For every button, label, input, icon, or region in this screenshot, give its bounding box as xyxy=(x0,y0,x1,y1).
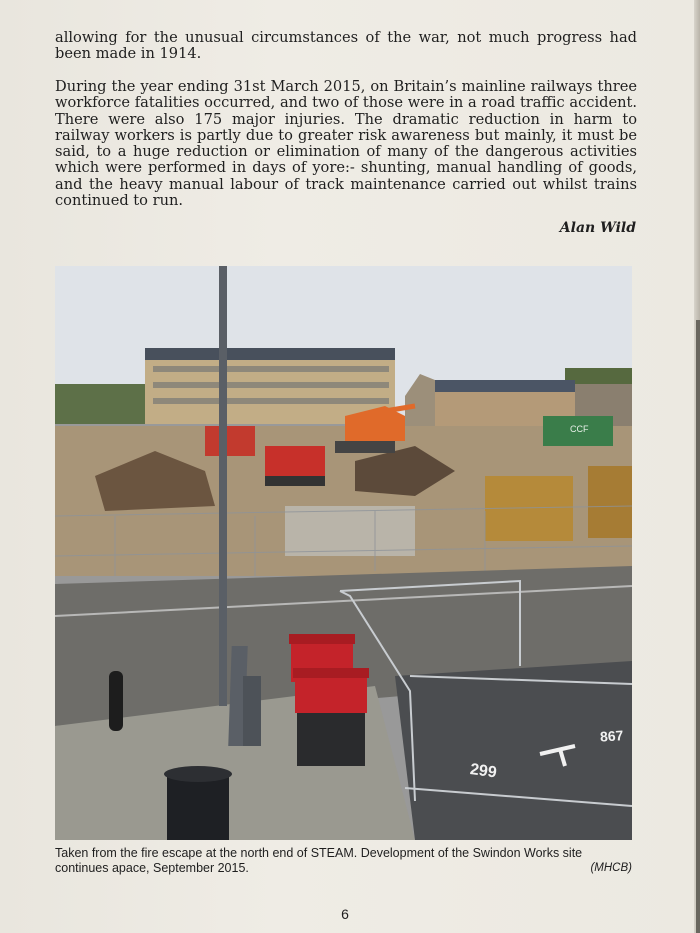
page-edge-shadow xyxy=(696,320,700,933)
car-park xyxy=(395,661,632,840)
site-photograph xyxy=(55,266,632,840)
block-stack xyxy=(285,506,415,556)
litter-bin xyxy=(164,766,232,840)
bollard xyxy=(109,671,123,731)
bay-number-2: 867 xyxy=(599,727,624,745)
truck-label: CCF xyxy=(570,424,589,434)
green-truck xyxy=(543,416,613,446)
bay-number-1: 299 xyxy=(468,760,498,782)
paragraph-2: During the year ending 31st March 2015, on Britain’s mainline railways three workforce fatalities occurred, and two of those were in a road traffic accident. There were also 175 major injuries. The dramatic reduction in harm to railway workers is partly due to greater risk awareness but mainly, it must be said, to a huge reduction or elimination of many of the dangerous activities which were performed in days of yore:- shunting, manual handling of goods, and the heavy manual labour of track maintenance carried out whilst trains continued to run. xyxy=(55,78,637,210)
paragraph-1: allowing for the unusual circumstances of the war, not much progress had been made in 1914. xyxy=(55,29,637,63)
caption-text: Taken from the fire escape at the north end of STEAM. Development of the Swindon Works site continues apace, September 2015. xyxy=(55,846,583,875)
photo-caption xyxy=(55,846,632,876)
page-number: 6 xyxy=(341,906,349,922)
red-wheelie-bin-2 xyxy=(293,668,369,766)
trees xyxy=(55,384,145,424)
author-signature: Alan Wild xyxy=(559,220,636,236)
photo-credit: (MHCB) xyxy=(590,862,632,874)
skip-2 xyxy=(588,466,632,538)
apartment-building xyxy=(145,348,395,424)
